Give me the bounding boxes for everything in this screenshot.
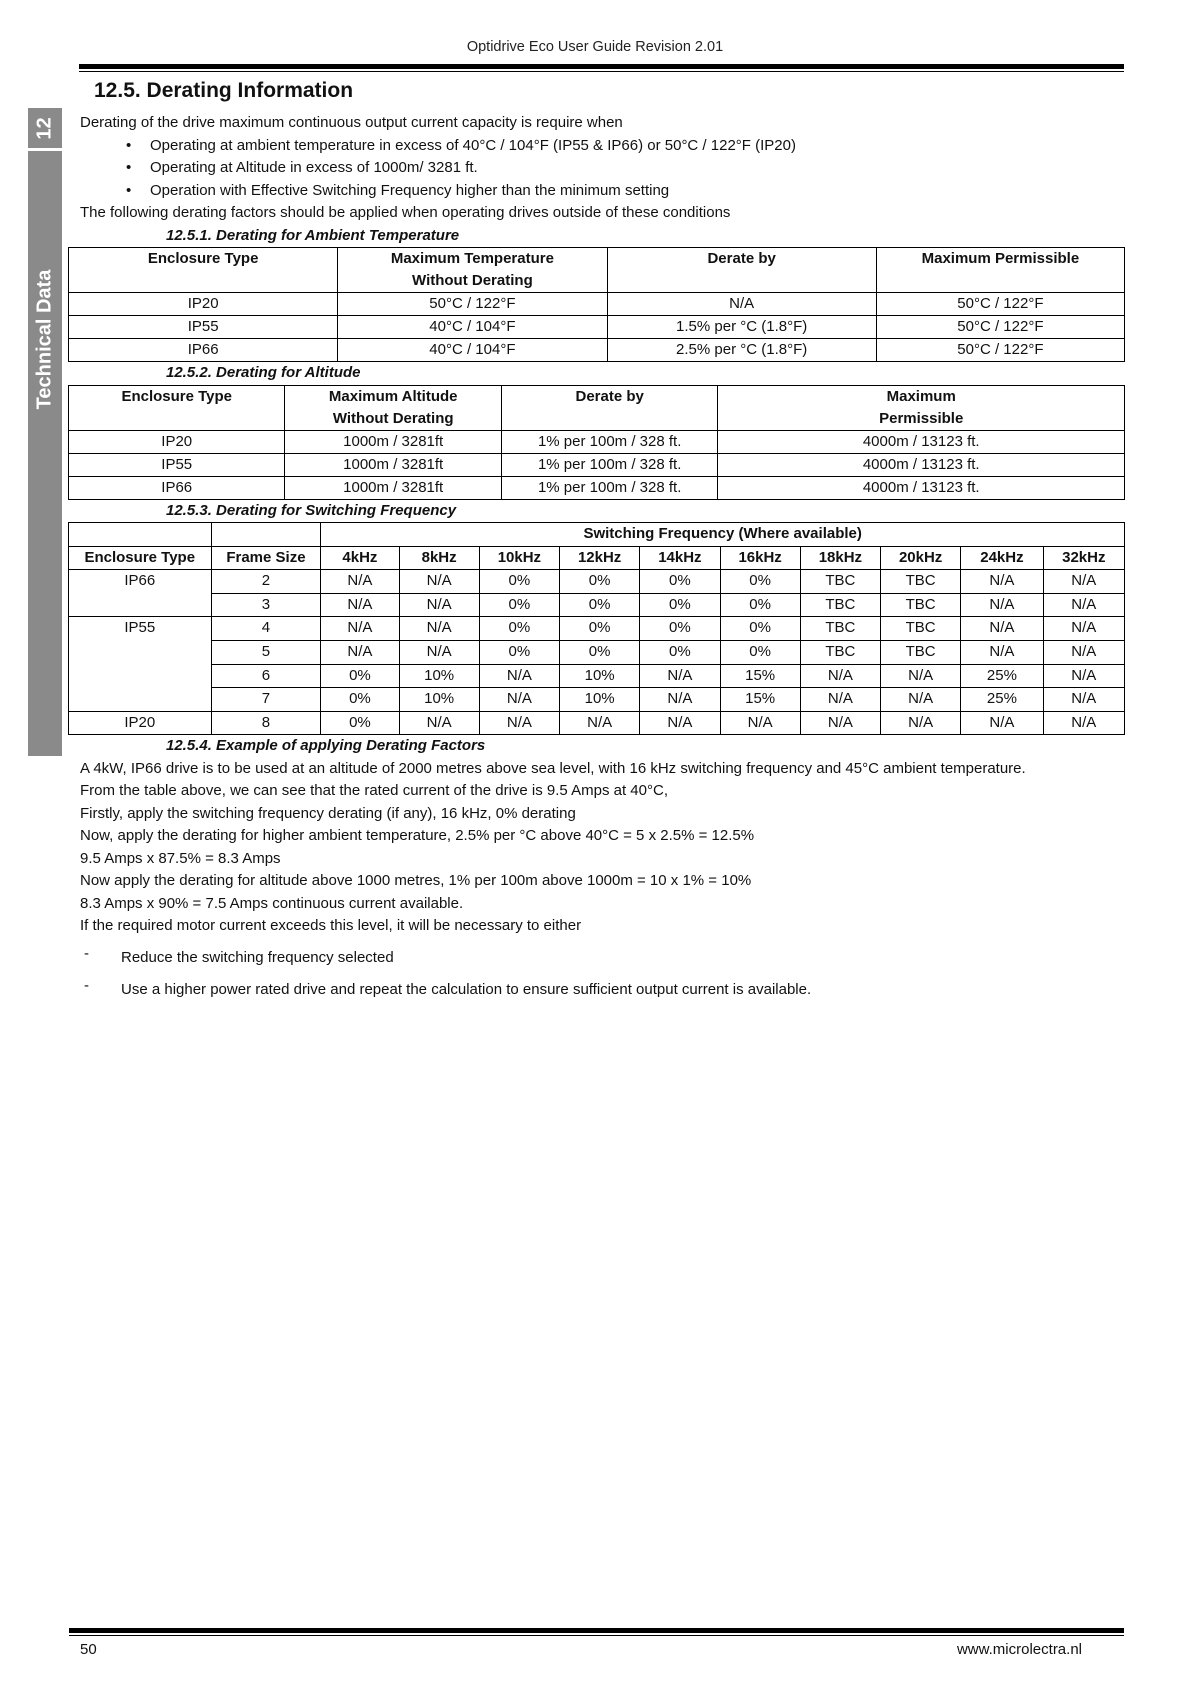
section-title: 12.5. Derating Information — [94, 79, 354, 102]
list-item: • Operating at ambient temperature in excess of 40°C / 104°F (IP55 & IP66) or 50°C / 122°F (IP20) — [120, 135, 1125, 158]
table-blank-cell — [69, 523, 212, 547]
table-cell: IP66 — [69, 476, 285, 499]
header-rule-thin — [79, 71, 1124, 72]
following-text: The following derating factors should be applied when operating drives outside of these conditions — [80, 204, 731, 221]
derating-value-cell: N/A — [881, 688, 961, 712]
example-line: If the required motor current exceeds this level, it will be necessary to either — [80, 917, 582, 935]
derating-value-cell: TBC — [881, 593, 961, 617]
enclosure-cell — [69, 593, 212, 617]
table-cell: 50°C / 122°F — [876, 293, 1124, 316]
derating-value-cell: N/A — [1043, 664, 1124, 688]
altitude-table — [68, 385, 1125, 500]
derating-value-cell: 0% — [479, 640, 559, 664]
table-cell: 4000m / 13123 ft. — [718, 430, 1125, 453]
derating-value-cell: 0% — [321, 664, 399, 688]
derating-value-cell: 0% — [720, 593, 800, 617]
group-header: Switching Frequency (Where available) — [321, 523, 1125, 547]
table-header: Maximum Temperature Without Derating — [338, 248, 607, 293]
table-row — [69, 688, 1125, 712]
table-row — [69, 664, 1125, 688]
table-header: Maximum Altitude Without Derating — [285, 385, 501, 430]
table-cell: 50°C / 122°F — [876, 339, 1124, 362]
table-header: 32kHz — [1043, 546, 1124, 570]
derating-value-cell: N/A — [640, 711, 720, 735]
example-line: Now apply the derating for altitude above 1000 metres, 1% per 100m above 1000m = 10 x 1% = 10% — [80, 872, 752, 890]
table-header: 16kHz — [720, 546, 800, 570]
frame-size-cell: 5 — [211, 640, 321, 664]
table-header: 4kHz — [321, 546, 399, 570]
derating-value-cell: 0% — [640, 640, 720, 664]
derating-value-cell: N/A — [479, 711, 559, 735]
table-cell: 1000m / 3281ft — [285, 476, 501, 499]
derating-value-cell: N/A — [399, 640, 479, 664]
table-header-row — [69, 546, 1125, 570]
option-list — [80, 942, 1125, 1006]
derating-value-cell: N/A — [881, 711, 961, 735]
altitude-heading: 12.5.2. Derating for Altitude — [166, 364, 361, 381]
chapter-side-tab — [28, 108, 62, 756]
list-item: • Operating at Altitude in excess of 1000m/ 3281 ft. — [120, 157, 1125, 180]
derating-value-cell: N/A — [961, 570, 1043, 594]
table-cell: 1000m / 3281ft — [285, 453, 501, 476]
derating-value-cell: N/A — [961, 593, 1043, 617]
derating-value-cell: 10% — [399, 688, 479, 712]
derating-value-cell: N/A — [321, 640, 399, 664]
table-row — [69, 316, 1125, 339]
list-item: • Operation with Effective Switching Frequency higher than the minimum setting — [120, 180, 1125, 203]
table-cell: IP66 — [69, 339, 338, 362]
derating-value-cell: 0% — [560, 570, 640, 594]
derating-value-cell: N/A — [800, 688, 880, 712]
derating-value-cell: N/A — [399, 593, 479, 617]
table-cell: 1000m / 3281ft — [285, 430, 501, 453]
derating-value-cell: 25% — [961, 688, 1043, 712]
derating-value-cell: 0% — [720, 570, 800, 594]
derating-value-cell: N/A — [1043, 570, 1124, 594]
table-header: Maximum Permissible — [876, 248, 1124, 293]
main-content — [80, 76, 1125, 1006]
condition-list — [80, 135, 1125, 203]
table-cell: 1% per 100m / 328 ft. — [501, 453, 717, 476]
table-cell: 1% per 100m / 328 ft. — [501, 430, 717, 453]
table-cell: IP20 — [69, 430, 285, 453]
derating-value-cell: N/A — [720, 711, 800, 735]
page-header-title: Optidrive Eco User Guide Revision 2.01 — [466, 39, 724, 55]
derating-value-cell: 0% — [479, 617, 559, 641]
table-row — [69, 617, 1125, 641]
derating-value-cell: N/A — [1043, 617, 1124, 641]
derating-value-cell: TBC — [881, 640, 961, 664]
header-rule — [79, 64, 1124, 69]
derating-value-cell: 10% — [560, 688, 640, 712]
table-header: 8kHz — [399, 546, 479, 570]
derating-value-cell: N/A — [560, 711, 640, 735]
list-item: - Reduce the switching frequency selected — [80, 942, 1125, 974]
derating-value-cell: N/A — [479, 664, 559, 688]
derating-value-cell: 0% — [479, 570, 559, 594]
table-row — [69, 293, 1125, 316]
switching-heading: 12.5.3. Derating for Switching Frequency — [166, 501, 457, 519]
table-blank-cell — [211, 523, 321, 547]
chapter-number-box — [28, 108, 62, 151]
derating-value-cell: N/A — [1043, 711, 1124, 735]
enclosure-cell: IP66 — [69, 570, 212, 594]
table-cell: IP55 — [69, 453, 285, 476]
derating-value-cell: N/A — [961, 617, 1043, 641]
enclosure-cell — [69, 664, 212, 688]
table-cell: 4000m / 13123 ft. — [718, 476, 1125, 499]
derating-value-cell: 15% — [720, 688, 800, 712]
enclosure-cell: IP55 — [69, 617, 212, 641]
derating-value-cell: TBC — [881, 570, 961, 594]
frame-size-cell: 3 — [211, 593, 321, 617]
derating-value-cell: N/A — [800, 664, 880, 688]
derating-value-cell: N/A — [800, 711, 880, 735]
table-cell: 1% per 100m / 328 ft. — [501, 476, 717, 499]
derating-value-cell: N/A — [399, 711, 479, 735]
derating-value-cell: 0% — [640, 570, 720, 594]
table-cell: IP20 — [69, 293, 338, 316]
derating-value-cell: 0% — [640, 593, 720, 617]
example-line: Firstly, apply the switching frequency derating (if any), 16 kHz, 0% derating — [80, 804, 576, 822]
footer-rule-thin — [69, 1635, 1124, 1636]
table-header: Enclosure Type — [69, 248, 338, 293]
enclosure-cell — [69, 640, 212, 664]
table-cell: 50°C / 122°F — [338, 293, 607, 316]
example-line: 8.3 Amps x 90% = 7.5 Amps continuous current available. — [80, 894, 464, 912]
frame-size-cell: 6 — [211, 664, 321, 688]
switching-table-body — [69, 570, 1125, 735]
table-cell: 1.5% per °C (1.8°F) — [607, 316, 876, 339]
frame-size-cell: 2 — [211, 570, 321, 594]
frame-size-cell: 8 — [211, 711, 321, 735]
derating-value-cell: TBC — [800, 593, 880, 617]
table-row — [69, 339, 1125, 362]
derating-value-cell: 0% — [560, 640, 640, 664]
enclosure-cell — [69, 688, 212, 712]
derating-value-cell: N/A — [321, 593, 399, 617]
table-header: 20kHz — [881, 546, 961, 570]
table-cell: 2.5% per °C (1.8°F) — [607, 339, 876, 362]
derating-value-cell: N/A — [1043, 593, 1124, 617]
table-cell: N/A — [607, 293, 876, 316]
table-header-row — [69, 248, 1125, 293]
switching-table — [68, 522, 1125, 735]
table-header: Derate by — [501, 385, 717, 430]
ambient-heading: 12.5.1. Derating for Ambient Temperature — [166, 226, 460, 244]
table-header-row — [69, 385, 1125, 430]
derating-value-cell: N/A — [479, 688, 559, 712]
table-header: 18kHz — [800, 546, 880, 570]
derating-value-cell: 0% — [560, 593, 640, 617]
derating-value-cell: TBC — [881, 617, 961, 641]
example-line: Now, apply the derating for higher ambient temperature, 2.5% per °C above 40°C = 5 x 2.5% = 12.5% — [80, 827, 755, 845]
chapter-number: 12 — [33, 116, 56, 140]
table-header: 10kHz — [479, 546, 559, 570]
table-cell: 40°C / 104°F — [338, 316, 607, 339]
frame-size-cell: 4 — [211, 617, 321, 641]
table-row — [69, 570, 1125, 594]
derating-value-cell: N/A — [321, 617, 399, 641]
table-header: Maximum Permissible — [718, 385, 1125, 430]
example-heading: 12.5.4. Example of applying Derating Factors — [166, 737, 486, 755]
page-number: 50 — [80, 1641, 97, 1658]
derating-value-cell: 0% — [479, 593, 559, 617]
footer-website: www.microlectra.nl — [956, 1641, 1082, 1658]
table-header: Frame Size — [211, 546, 321, 570]
derating-value-cell: 10% — [399, 664, 479, 688]
derating-value-cell: 25% — [961, 664, 1043, 688]
derating-value-cell: 0% — [720, 640, 800, 664]
example-line: A 4kW, IP66 drive is to be used at an altitude of 2000 metres above sea level, with 16 kHz switching frequency and 45°C ambient temperature. — [80, 759, 1026, 777]
derating-value-cell: 0% — [560, 617, 640, 641]
table-row — [69, 711, 1125, 735]
intro-text: Derating of the drive maximum continuous output current capacity is require when — [80, 114, 623, 131]
table-cell: IP55 — [69, 316, 338, 339]
derating-value-cell: TBC — [800, 617, 880, 641]
derating-value-cell: 0% — [640, 617, 720, 641]
enclosure-cell: IP20 — [69, 711, 212, 735]
list-item: - Use a higher power rated drive and repeat the calculation to ensure sufficient output current is available. — [80, 974, 1125, 1006]
table-header: 12kHz — [560, 546, 640, 570]
derating-value-cell: N/A — [961, 640, 1043, 664]
derating-value-cell: TBC — [800, 640, 880, 664]
derating-value-cell: N/A — [399, 570, 479, 594]
derating-value-cell: 0% — [720, 617, 800, 641]
table-group-header-row — [69, 523, 1125, 547]
derating-value-cell: N/A — [321, 570, 399, 594]
derating-value-cell: 0% — [321, 688, 399, 712]
derating-value-cell: N/A — [961, 711, 1043, 735]
table-header: Derate by — [607, 248, 876, 293]
footer-rule — [69, 1628, 1124, 1633]
table-row — [69, 430, 1125, 453]
table-row — [69, 453, 1125, 476]
table-header: Enclosure Type — [69, 385, 285, 430]
table-row — [69, 593, 1125, 617]
derating-value-cell: TBC — [800, 570, 880, 594]
derating-value-cell: N/A — [1043, 688, 1124, 712]
derating-value-cell: N/A — [640, 688, 720, 712]
example-line: 9.5 Amps x 87.5% = 8.3 Amps — [80, 849, 281, 867]
derating-value-cell: N/A — [399, 617, 479, 641]
derating-value-cell: 15% — [720, 664, 800, 688]
table-header: 14kHz — [640, 546, 720, 570]
table-row — [69, 640, 1125, 664]
table-header: 24kHz — [961, 546, 1043, 570]
frame-size-cell: 7 — [211, 688, 321, 712]
table-cell: 50°C / 122°F — [876, 316, 1124, 339]
ambient-table — [68, 247, 1125, 362]
derating-value-cell: 0% — [321, 711, 399, 735]
chapter-label: Technical Data — [33, 269, 56, 409]
table-header: Enclosure Type — [69, 546, 212, 570]
derating-value-cell: N/A — [881, 664, 961, 688]
derating-value-cell: N/A — [1043, 640, 1124, 664]
table-cell: 40°C / 104°F — [338, 339, 607, 362]
table-row — [69, 476, 1125, 499]
derating-value-cell: N/A — [640, 664, 720, 688]
chapter-label-box — [28, 264, 62, 414]
derating-value-cell: 10% — [560, 664, 640, 688]
table-cell: 4000m / 13123 ft. — [718, 453, 1125, 476]
example-line: From the table above, we can see that the rated current of the drive is 9.5 Amps at 40°C, — [80, 782, 668, 800]
